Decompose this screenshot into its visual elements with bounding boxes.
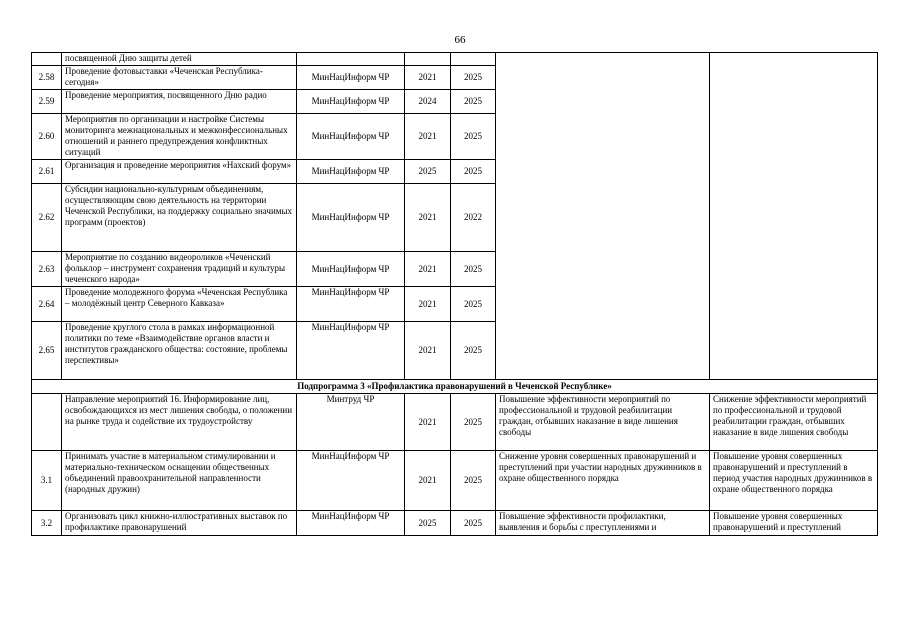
start-year: 2025	[405, 511, 451, 536]
executor: МинНацИнформ ЧР	[297, 90, 405, 114]
end-year: 2025	[451, 451, 496, 511]
measure-name: Субсидии национально-культурным объединениям, осуществляющим свою деятельность на территории Чеченской Республики, на поддержку социально значимых программ (проектов)	[62, 184, 297, 252]
executor: МинНацИнформ ЧР	[297, 252, 405, 287]
consequences-of-non-implementation: Повышение уровня совершенных правонарушений и преступлений	[710, 511, 878, 536]
executor: МинНацИнформ ЧР	[297, 322, 405, 380]
subprogram-title: Подпрограмма 3 «Профилактика правонарушений в Чеченской Республике»	[32, 380, 878, 394]
measure-name: Проведение круглого стола в рамках информационной политики по теме «Взаимодействие органов власти и институтов гражданского общества: состояние, проблемы перспективы»	[62, 322, 297, 380]
end-year: 2025	[451, 160, 496, 184]
executor: МинНацИнформ ЧР	[297, 66, 405, 90]
consequences-of-non-implementation: Повышение уровня совершенных правонарушений и преступлений в период участия народных дружинников в охране общественного порядка	[710, 451, 878, 511]
measure-name: Проведение фотовыставки «Чеченская Республика-сегодня»	[62, 66, 297, 90]
measure-name: Проведение мероприятия, посвященного Дню радио	[62, 90, 297, 114]
expected-result: Снижение уровня совершенных правонарушений и преступлений при участии народных дружинников в охране общественного порядка	[496, 451, 710, 511]
measure-name: Проведение молодежного форума «Чеченская Республика – молодёжный центр Северного Кавказа»	[62, 287, 297, 322]
end-year: 2025	[451, 114, 496, 160]
measure-name: Принимать участие в материальном стимулировании и материально-техническом оснащении общественных объединений правоохранительной направленности (народных дружин)	[62, 451, 297, 511]
row-number: 2.58	[32, 66, 62, 90]
start-year	[405, 53, 451, 66]
row-number: 2.65	[32, 322, 62, 380]
executor: Минтруд ЧР	[297, 394, 405, 451]
measure-name: Организация и проведение мероприятия «Нахский форум»	[62, 160, 297, 184]
measures-table	[31, 52, 878, 536]
table-row	[32, 394, 878, 451]
expected-result: Повышение эффективности профилактики, выявления и борьбы с преступлениями и	[496, 511, 710, 536]
end-year: 2025	[451, 394, 496, 451]
executor	[297, 53, 405, 66]
row-number	[32, 394, 62, 451]
executor: МинНацИнформ ЧР	[297, 511, 405, 536]
row-number	[32, 53, 62, 66]
page-number: 66	[454, 34, 466, 46]
measure-name: Направление мероприятий 16. Информирование лиц, освобождающихся из мест лишения свободы, о положении на рынке труда и содействие их трудоустройству	[62, 394, 297, 451]
start-year: 2024	[405, 90, 451, 114]
start-year: 2025	[405, 160, 451, 184]
row-number: 2.64	[32, 287, 62, 322]
measure-name: Мероприятие по созданию видеороликов «Чеченский фольклор – инструмент сохранения традиций и культуры чеченского народа»	[62, 252, 297, 287]
expected-result-empty	[496, 53, 710, 380]
start-year: 2021	[405, 184, 451, 252]
executor: МинНацИнформ ЧР	[297, 184, 405, 252]
row-number: 2.63	[32, 252, 62, 287]
consequences-of-non-implementation: Снижение эффективности мероприятий по профессиональной и трудовой реабилитации граждан, отбывших наказание в виде лишения свободы	[710, 394, 878, 451]
end-year: 2025	[451, 287, 496, 322]
row-number: 2.61	[32, 160, 62, 184]
subprogram-header-row	[32, 380, 878, 394]
start-year: 2021	[405, 394, 451, 451]
end-year: 2025	[451, 90, 496, 114]
expected-result: Повышение эффективности мероприятий по профессиональной и трудовой реабилитации граждан, отбывших наказание в виде лишения свободы	[496, 394, 710, 451]
executor: МинНацИнформ ЧР	[297, 114, 405, 160]
row-number: 3.2	[32, 511, 62, 536]
executor: МинНацИнформ ЧР	[297, 287, 405, 322]
table-row	[32, 451, 878, 511]
table-row	[32, 511, 878, 536]
measure-name: Мероприятия по организации и настройке Системы мониторинга межнациональных и межконфессиональных отношений и раннего предупреждения конфликтных ситуаций	[62, 114, 297, 160]
executor: МинНацИнформ ЧР	[297, 160, 405, 184]
end-year: 2025	[451, 66, 496, 90]
table-row	[32, 53, 878, 66]
start-year: 2021	[405, 66, 451, 90]
executor: МинНацИнформ ЧР	[297, 451, 405, 511]
measure-name: посвященной Дню защиты детей	[62, 53, 297, 66]
start-year: 2021	[405, 451, 451, 511]
end-year	[451, 53, 496, 66]
row-number: 2.59	[32, 90, 62, 114]
end-year: 2022	[451, 184, 496, 252]
row-number: 3.1	[32, 451, 62, 511]
start-year: 2021	[405, 114, 451, 160]
table-body-top	[32, 53, 878, 380]
row-number: 2.62	[32, 184, 62, 252]
end-year: 2025	[451, 511, 496, 536]
row-number: 2.60	[32, 114, 62, 160]
consequences-empty	[710, 53, 878, 380]
end-year: 2025	[451, 322, 496, 380]
subprogram-section	[32, 380, 878, 394]
start-year: 2021	[405, 252, 451, 287]
end-year: 2025	[451, 252, 496, 287]
start-year: 2021	[405, 287, 451, 322]
start-year: 2021	[405, 322, 451, 380]
measure-name: Организовать цикл книжно-иллюстративных выставок по профилактике правонарушений	[62, 511, 297, 536]
table-body-bottom	[32, 394, 878, 536]
